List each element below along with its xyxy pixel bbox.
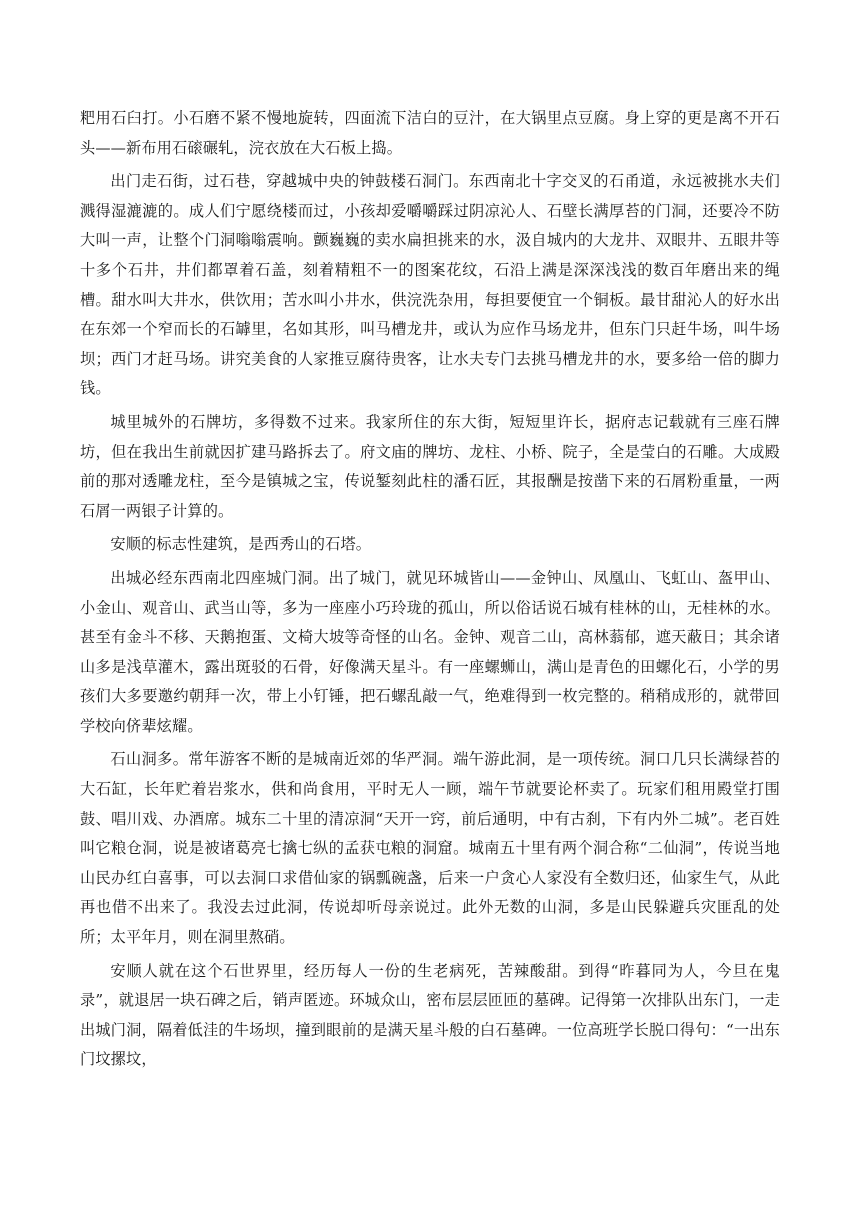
paragraph-1: 粑用石臼打。小石磨不紧不慢地旋转，四面流下洁白的豆汁，在大锅里点豆腐。身上穿的更是离不开石头——新布用石磙碾轧，浣衣放在大石板上捣。: [80, 109, 780, 157]
paragraph-7: 安顺人就在这个石世界里，经历每人一份的生老病死，苦辣酸甜。到得“昨暮同为人，今旦在鬼录”，就退居一块石碑之后，销声匿迹。环城众山，密布层层匝匝的墓碑。记得第一次排队出东门，一走出城门洞，隔着低洼的牛场坝，撞到眼前的是满天星斗般的白石墓碑。一位高班学长脱口得句：“一出东门坟摞坟，: [80, 961, 780, 1069]
paragraph-3: 城里城外的石牌坊，多得数不过来。我家所住的东大街，短短里许长，据府志记载就有三座石牌坊，但在我出生前就因扩建马路拆去了。府文庙的牌坊、龙柱、小桥、院子，全是莹白的石雕。大成殿前的那对透雕龙柱，至今是镇城之宝，传说錾刻此柱的潘石匠，其报酬是按凿下来的石屑粉重量，一两石屑一两银子计算的。: [80, 412, 780, 520]
article-body: [80, 104, 780, 1075]
paragraph-4: 安顺的标志性建筑，是西秀山的石塔。: [110, 535, 372, 554]
paragraph-2: 出门走石街，过石巷，穿越城中央的钟鼓楼石洞门。东西南北十字交叉的石甬道，永远被挑水夫们溅得湿漉漉的。成人们宁愿绕楼而过，小孩却爱嚼嚼踩过阴凉沁人、石壁长满厚苔的门洞，还要冷不防大叫一声，让整个门洞嗡嗡震响。颤巍巍的卖水扁担挑来的水，汲自城内的大龙井、双眼井、五眼井等十多个石井，井们都罩着石盖，刻着精粗不一的图案花纹，石沿上满是深深浅浅的数百年磨出来的绳槽。甜水叫大井水，供饮用；苦水叫小井水，供浣洗杂用，每担要便宜一个铜板。最甘甜沁人的好水出在东郊一个窄而长的石罅里，名如其形，叫马槽龙井，或认为应作马场龙井，但东门只赶牛场，叫牛场坝；西门才赶马场。讲究美食的人家推豆腐待贵客，让水夫专门去挑马槽龙井的水，要多给一倍的脚力钱。: [80, 172, 780, 398]
paragraph-5: 出城必经东西南北四座城门洞。出了城门，就见环城皆山——金钟山、凤凰山、飞虹山、盔甲山、小金山、观音山、武当山等，多为一座座小巧玲珑的孤山，所以俗话说石城有桂林的山，无桂林的水。甚至有金斗不移、天鹅抱蛋、文椅大坡等奇怪的山名。金钟、观音二山，高林蓊郁，遮天蔽日；其余诸山多是浅草灌木，露出斑驳的石骨，好像满天星斗。有一座螺蛳山，满山是青色的田螺化石，小学的男孩们大多要邀约朝拜一次，带上小钉锤，把石螺乱敲一气，绝难得到一枚完整的。稍稍成形的，就带回学校向侪辈炫耀。: [80, 568, 780, 735]
paragraph-6: 石山洞多。常年游客不断的是城南近郊的华严洞。端午游此洞，是一项传统。洞口几只长满绿苔的大石缸，长年贮着岩浆水，供和尚食用，平时无人一顾，端午节就要论杯卖了。玩家们租用殿堂打围鼓、唱川戏、办酒席。城东二十里的清凉洞“天开一窍，前后通明，中有古刹，下有内外二城”。老百姓叫它粮仓洞，说是被诸葛亮七擒七纵的孟获屯粮的洞窟。城南五十里有两个洞合称“二仙洞”，传说当地山民办红白喜事，可以去洞口求借仙家的锅瓢碗盏，后来一户贪心人家没有全数归还，仙家生气，从此再也借不出来了。我没去过此洞，传说却听母亲说过。此外无数的山洞，多是山民躲避兵灾匪乱的处所；太平年月，则在洞里熬硝。: [80, 750, 780, 947]
